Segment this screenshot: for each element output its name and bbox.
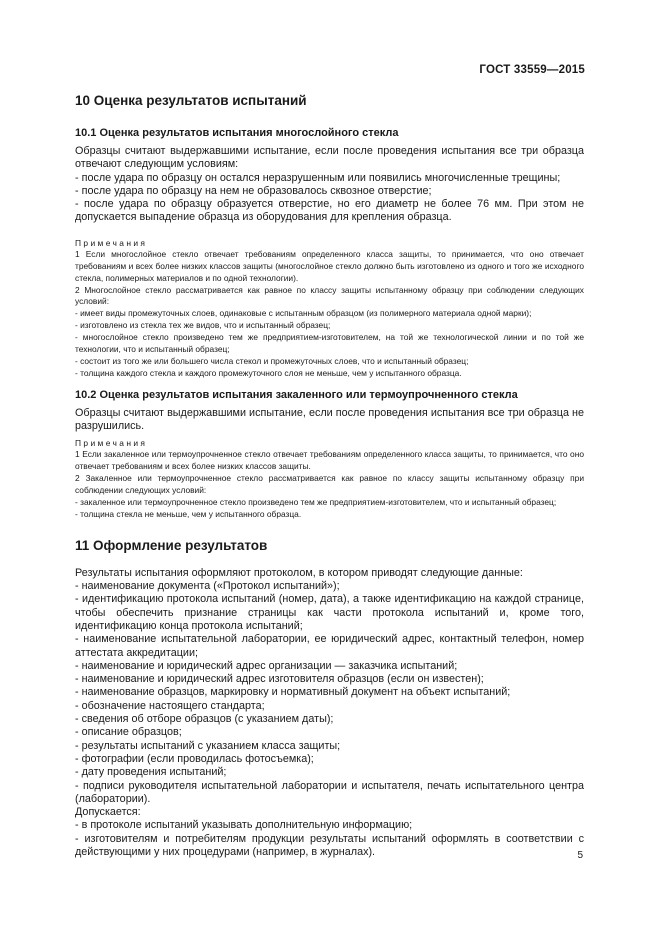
list-item: - изготовителям и потребителям продукции результаты испытаний оформлять в соответствии с действующими у них процедурами (например, в журналах). bbox=[75, 832, 584, 859]
note-item: - толщина каждого стекла и каждого промежуточного слоя не меньше, чем у испытанного образца. bbox=[75, 367, 462, 378]
note-item: 2 Закаленное или термоупрочненное стекло рассматривается как равное по классу защиты испытанному образцу при соблюдении следующих условий: bbox=[75, 473, 584, 496]
note-item: 1 Если закаленное или термоупрочненное стекло отвечает требованиям определенного класса защиты, то принимается, что оно отвечает требованиям и всех более низких классов защиты. bbox=[75, 449, 584, 472]
list-item: - наименование и юридический адрес изготовителя образцов (если он известен); bbox=[75, 673, 484, 686]
note-item: - состоит из того же или большего числа стекол и промежуточных слоев, что и испытанный образец; bbox=[75, 355, 469, 366]
note-item: 2 Многослойное стекло рассматривается как равное по классу защиты испытанному образцу при соблюдении следующих условий: bbox=[75, 284, 584, 307]
paragraph: Допускается: bbox=[75, 806, 141, 819]
note-item: - толщина стекла не меньше, чем у испытанного образца. bbox=[75, 508, 302, 519]
note-item: - имеет виды промежуточных слоев, одинаковые с испытанным образцом (из полимерного материала одной марки); bbox=[75, 308, 532, 319]
subsection-10-2-title: 10.2 Оценка результатов испытания закаленного или термоупрочненного стекла bbox=[75, 388, 518, 401]
note-item: - изготовлено из стекла тех же видов, что и испытанный образец; bbox=[75, 320, 331, 331]
paragraph: Результаты испытания оформляют протоколом, в котором приводят следующие данные: bbox=[75, 566, 523, 579]
list-item: - фотографии (если проводилась фотосъемка); bbox=[75, 752, 314, 765]
list-item: - дату проведения испытаний; bbox=[75, 766, 227, 779]
page-number: 5 bbox=[577, 850, 583, 861]
list-item: - идентификацию протокола испытаний (номер, дата), а также идентификацию на каждой странице, чтобы обеспечить признание страницы как части протокола испытаний и, кроме того, идентификацию конца протокола испытаний; bbox=[75, 593, 584, 632]
page-content bbox=[75, 92, 584, 859]
subsection-10-1-title: 10.1 Оценка результатов испытания многослойного стекла bbox=[75, 127, 399, 139]
list-item: - сведения об отборе образцов (с указанием даты); bbox=[75, 713, 334, 726]
section-10-title: 10 Оценка результатов испытаний bbox=[75, 93, 307, 108]
section-11-title: 11 Оформление результатов bbox=[75, 537, 268, 553]
list-item: - после удара по образцу на нем не образовалось сквозное отверстие; bbox=[75, 184, 432, 197]
document-code: ГОСТ 33559—2015 bbox=[479, 64, 585, 76]
note-item: 1 Если многослойное стекло отвечает требованиям определенного класса защиты, то принимается, что оно отвечает требованиям и всех более низких классов защиты (многослойное стекло должно быть изготовлено из одного и того же исходного стекла, полимерных материалов и по одной технологии). bbox=[75, 248, 584, 283]
paragraph: Образцы считают выдержавшими испытание, если после проведения испытания все три образца отвечают следующим условиям: bbox=[75, 145, 584, 171]
list-item: - после удара по образцу он остался неразрушенным или появились многочисленные трещины; bbox=[75, 171, 561, 184]
note-item: - многослойное стекло произведено тем же предприятием-изготовителем, на той же технологической линии и по той же технологии, что и испытанный образец; bbox=[75, 332, 584, 355]
list-item: - описание образцов; bbox=[75, 726, 182, 739]
note-item: - закаленное или термоупрочненное стекло произведено тем же предприятием-изготовителем, что и испытанный образец; bbox=[75, 496, 557, 507]
list-item: - наименование испытательной лаборатории, ее юридический адрес, контактный телефон, номер аттестата аккредитации; bbox=[75, 633, 584, 659]
paragraph: Образцы считают выдержавшими испытание, если после проведения испытания все три образца не разрушились. bbox=[75, 406, 584, 433]
list-item: - подписи руководителя испытательной лаборатории и испытателя, печать испытательного центра (лаборатории). bbox=[75, 779, 584, 805]
list-item: - наименование документа («Протокол испытаний»); bbox=[75, 580, 340, 593]
notes-heading: Примечания bbox=[75, 438, 148, 449]
list-item: - результаты испытаний с указанием класса защиты; bbox=[75, 739, 341, 752]
list-item: - наименование и юридический адрес организации — заказчика испытаний; bbox=[75, 659, 458, 672]
list-item: - после удара по образцу образуется отверстие, но его диаметр не более 76 мм. При этом не допускается выпадение образца из оборудования для крепления образца. bbox=[75, 198, 584, 224]
list-item: - наименование образцов, маркировку и нормативный документ на объект испытаний; bbox=[75, 686, 511, 699]
list-item: - в протоколе испытаний указывать дополнительную информацию; bbox=[75, 819, 413, 832]
list-item: - обозначение настоящего стандарта; bbox=[75, 699, 265, 712]
notes-heading: Примечания bbox=[75, 237, 148, 248]
